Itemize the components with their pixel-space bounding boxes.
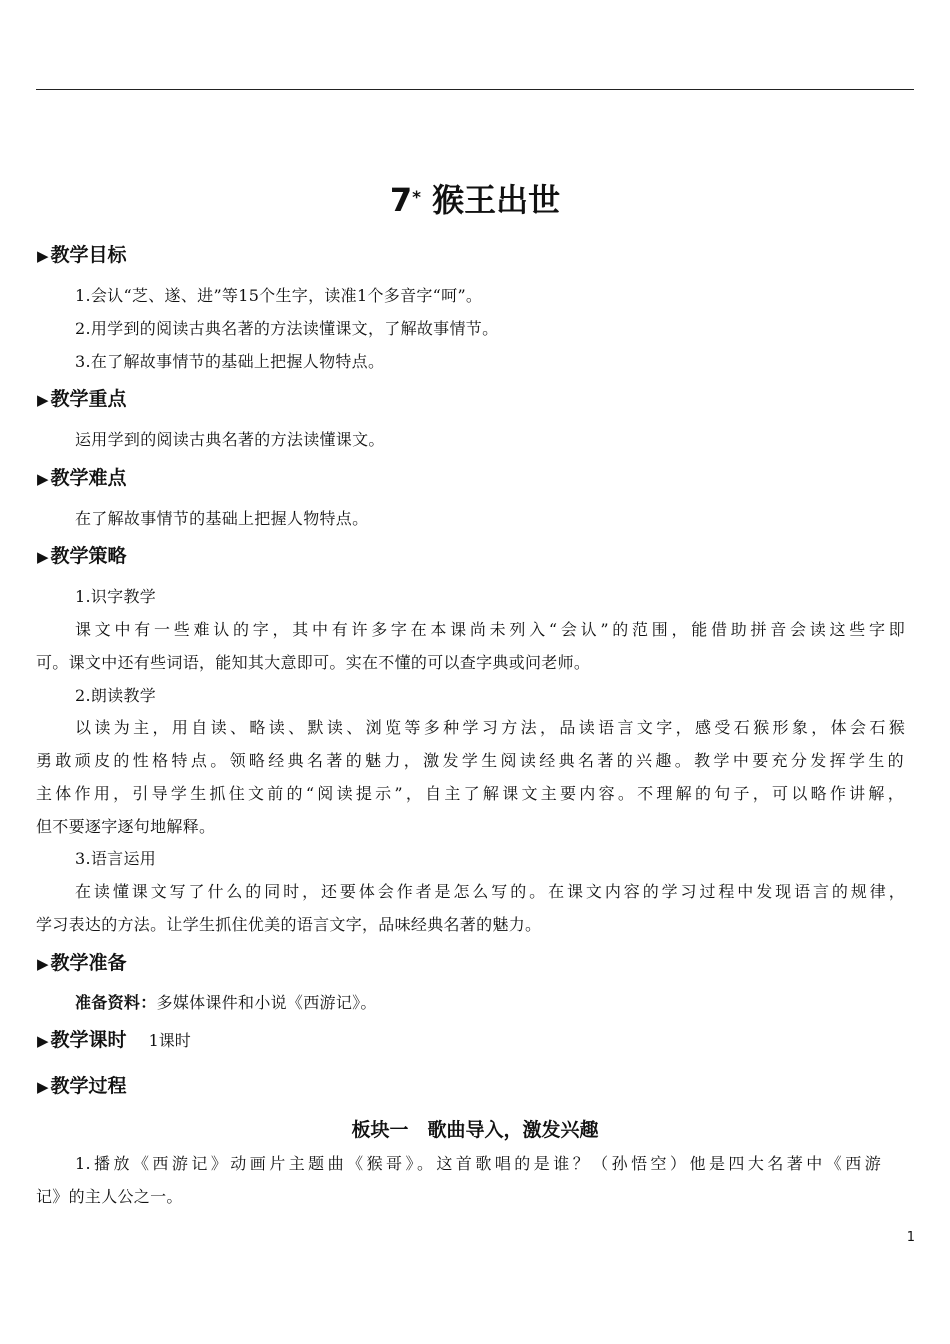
prep-materials: 多媒体课件和小说《西游记》。 [156,993,377,1012]
heading-prep [37,950,127,977]
triangle-icon: ▶ [37,391,49,409]
prep-text [75,991,377,1015]
strategy-1-line-2: 可。课文中还有些词语，能知其大意即可。实在不懂的可以查字典或问老师。 [36,653,591,672]
strategy-2-line-4: 但不要逐字逐句地解释。 [36,817,216,836]
heading-strategy [37,543,127,570]
heading-hours [37,1027,191,1054]
strategy-2-title: 2.朗读教学 [75,686,157,705]
heading-strategy-label: 教学策略 [50,545,127,567]
page-number: 1 [906,1230,915,1245]
block-one-title: 板块一 歌曲导入，激发兴趣 [351,1119,599,1141]
heading-hours-label: 教学课时 [50,1029,127,1051]
triangle-icon: ▶ [37,548,49,566]
goal-item-1: 1.会认“芝、遂、进”等15个生字，读准1个多音字“呵”。 [75,286,483,305]
heading-key-label: 教学重点 [50,388,127,410]
strategy-3-line-1: 在读懂课文写了什么的同时，还要体会作者是怎么写的。在课文内容的学习过程中发现语言的规律， [75,882,905,901]
triangle-icon: ▶ [37,470,49,488]
process-line-1: 1.播放《西游记》动画片主题曲《猴哥》。这首歌唱的是谁？（孙悟空）他是四大名著中《西游 [75,1154,881,1173]
heading-process-label: 教学过程 [50,1075,127,1097]
heading-goals [37,242,127,269]
process-line-2: 记》的主人公之一。 [36,1187,183,1206]
lesson-title: 猴王出世 [432,181,561,219]
triangle-icon: ▶ [37,1078,49,1096]
strategy-1-title: 1.识字教学 [75,587,157,606]
page-title [0,178,950,222]
heading-key [37,386,127,413]
strategy-3-title: 3.语言运用 [75,849,157,868]
header-rule [36,89,914,90]
heading-difficulty [37,465,127,492]
heading-goals-label: 教学目标 [50,244,127,266]
difficulty-text: 在了解故事情节的基础上把握人物特点。 [75,509,369,528]
goal-item-2: 2.用学到的阅读古典名著的方法读懂课文，了解故事情节。 [75,319,499,338]
strategy-2-line-3: 主体作用，引导学生抓住文前的“阅读提示”，自主了解课文主要内容。不理解的句子，可以略作讲解， [36,784,904,803]
key-text: 运用学到的阅读古典名著的方法读懂课文。 [75,430,385,449]
goal-item-3: 3.在了解故事情节的基础上把握人物特点。 [75,352,385,371]
strategy-2-line-2: 勇敢顽皮的性格特点。领略经典名著的魅力，激发学生阅读经典名著的兴趣。教学中要充分发挥学生的 [36,751,904,770]
strategy-2-line-1: 以读为主，用自读、略读、默读、浏览等多种学习方法，品读语言文字，感受石猴形象，体会石猴 [75,718,905,737]
strategy-3-line-2: 学习表达的方法。让学生抓住优美的语言文字，品味经典名著的魅力。 [36,915,542,934]
triangle-icon: ▶ [37,1032,49,1050]
heading-process [37,1073,127,1100]
lesson-number: 7 [389,181,413,219]
triangle-icon: ▶ [37,955,49,973]
lesson-star-mark: * [412,188,421,208]
prep-bold-label: 准备资料： [75,993,157,1012]
strategy-1-line-1: 课文中有一些难认的字，其中有许多字在本课尚未列入“会认”的范围，能借助拼音会读这些字即 [75,620,905,639]
hours-value: 1课时 [148,1031,191,1050]
heading-difficulty-label: 教学难点 [50,467,127,489]
triangle-icon: ▶ [37,247,49,265]
heading-prep-label: 教学准备 [50,952,127,974]
